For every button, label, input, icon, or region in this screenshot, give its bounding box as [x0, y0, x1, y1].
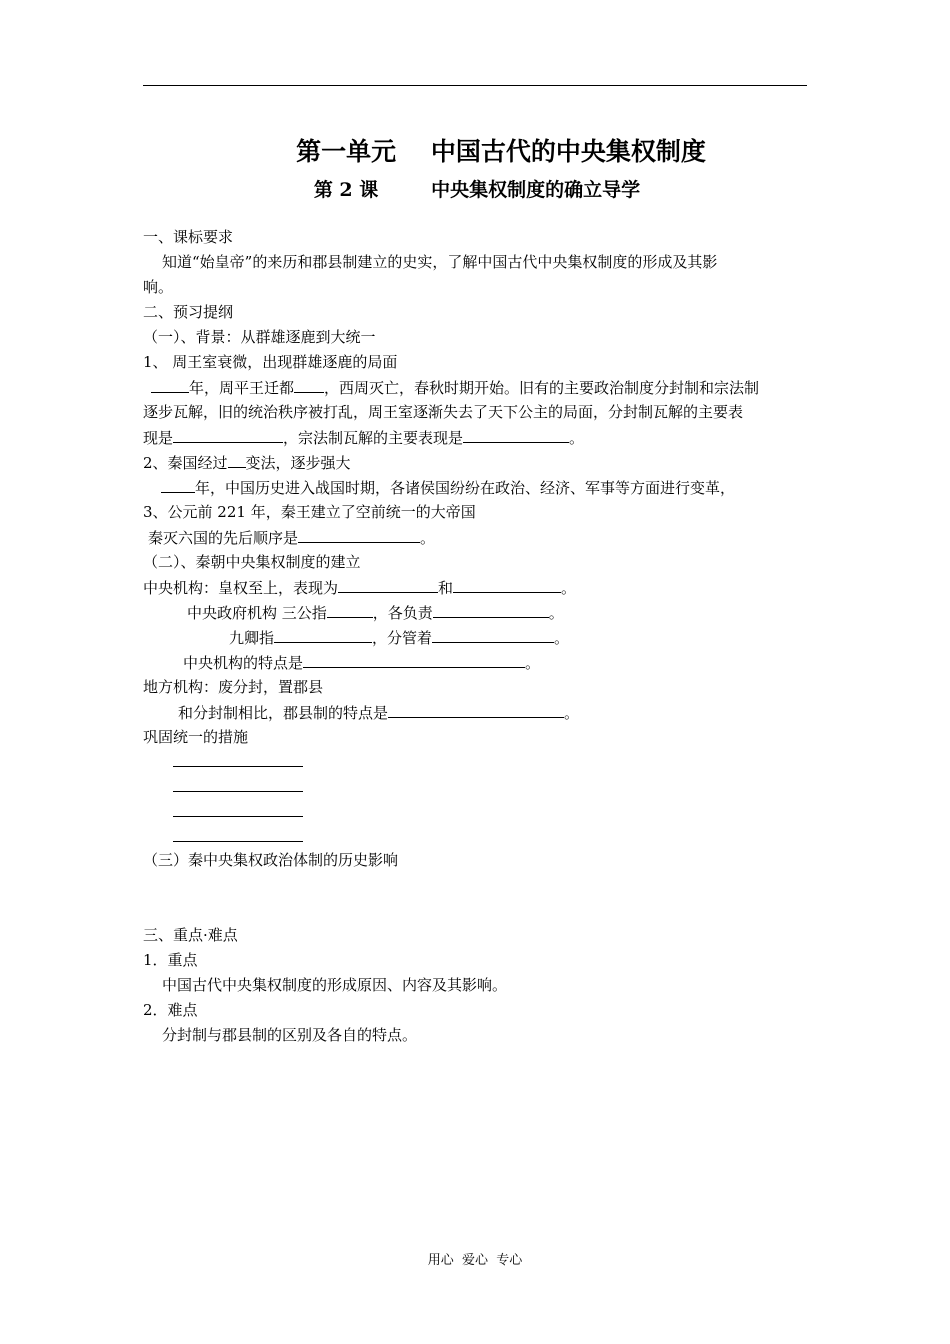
blank-reform[interactable]	[228, 452, 246, 468]
feature-line: 中央机构的特点是 。	[183, 654, 541, 672]
blank-measure-3[interactable]	[173, 816, 303, 817]
item3-line1: 秦灭六国的先后顺序是 。	[148, 529, 436, 547]
header-rule	[143, 85, 807, 86]
sub3-heading: （三）秦中央集权政治体制的历史影响	[143, 851, 399, 869]
gov-line: 中央政府机构 三公指 ，各负责 。	[187, 604, 564, 622]
blank-manage[interactable]	[432, 627, 554, 643]
local-line: 地方机构：废分封，置郡县	[143, 678, 324, 696]
blank-measure-1[interactable]	[173, 766, 303, 767]
blank-order[interactable]	[298, 527, 420, 543]
item1-line3: 现是 ，宗法制瓦解的主要表现是 。	[143, 429, 585, 447]
key-label: 1．重点	[143, 951, 198, 969]
blank-warring-year[interactable]	[161, 477, 195, 493]
blank-feature[interactable]	[303, 652, 525, 668]
compare-line: 和分封制相比，郡县制的特点是 。	[178, 704, 580, 722]
central-line: 中央机构：皇权至上，表现为 和 。	[143, 579, 577, 597]
blank-central-2[interactable]	[453, 577, 561, 593]
blank-measure-4[interactable]	[173, 841, 303, 842]
section1-text-line2: 响。	[143, 278, 174, 296]
lesson-title: 第 2 课 中央集权制度的确立导学	[313, 179, 641, 201]
difficulty-text: 分封制与郡县制的区别及各自的特点。	[162, 1026, 418, 1044]
sub1-heading: （一）、背景：从群雄逐鹿到大统一	[143, 328, 376, 346]
unit-title: 第一单元 中国古代的中央集权制度	[296, 137, 706, 166]
blank-zongfa[interactable]	[463, 427, 569, 443]
page-footer: 用心 爱心 专心	[427, 1253, 523, 1268]
blank-three-gong[interactable]	[327, 602, 373, 618]
item3-heading: 3、公元前 221 年，秦王建立了空前统一的大帝国	[143, 503, 476, 521]
item2-line1: 年，中国历史进入战国时期，各诸侯国纷纷在政治、经济、军事等方面进行变革，	[161, 477, 735, 498]
blank-year[interactable]	[151, 377, 189, 393]
item1-line1: 年，周平王迁都 ，西周灭亡，春秋时期开始。旧有的主要政治制度分封制和宗法制	[151, 377, 759, 398]
blank-measure-2[interactable]	[173, 791, 303, 792]
measures-heading: 巩固统一的措施	[143, 728, 249, 746]
blank-capital[interactable]	[294, 377, 324, 393]
section2-heading: 二、预习提纲	[143, 303, 234, 321]
blank-nine-qing[interactable]	[274, 627, 372, 643]
sub2-heading: （二）、秦朝中央集权制度的建立	[143, 553, 361, 571]
key-text: 中国古代中央集权制度的形成原因、内容及其影响。	[162, 976, 508, 994]
blank-central-1[interactable]	[338, 577, 438, 593]
blank-fengjian[interactable]	[173, 427, 283, 443]
difficulty-label: 2．难点	[143, 1001, 198, 1019]
section1-text-line1: 知道“始皇帝”的来历和郡县制建立的史实，了解中国古代中央集权制度的形成及其影	[162, 253, 718, 271]
item2-heading: 2、秦国经过 变法，逐步强大	[143, 454, 351, 472]
section1-heading: 一、课标要求	[143, 228, 234, 246]
section3-heading: 三、重点·难点	[143, 926, 238, 944]
nine-line: 九卿指 ，分管着 。	[229, 629, 570, 647]
blank-responsibility[interactable]	[433, 602, 549, 618]
item1-heading: 1、 周王室衰微，出现群雄逐鹿的局面	[143, 353, 398, 371]
blank-compare[interactable]	[388, 702, 564, 718]
item1-line2: 逐步瓦解，旧的统治秩序被打乱，周王室逐渐失去了天下公主的局面，分封制瓦解的主要表	[143, 403, 744, 421]
